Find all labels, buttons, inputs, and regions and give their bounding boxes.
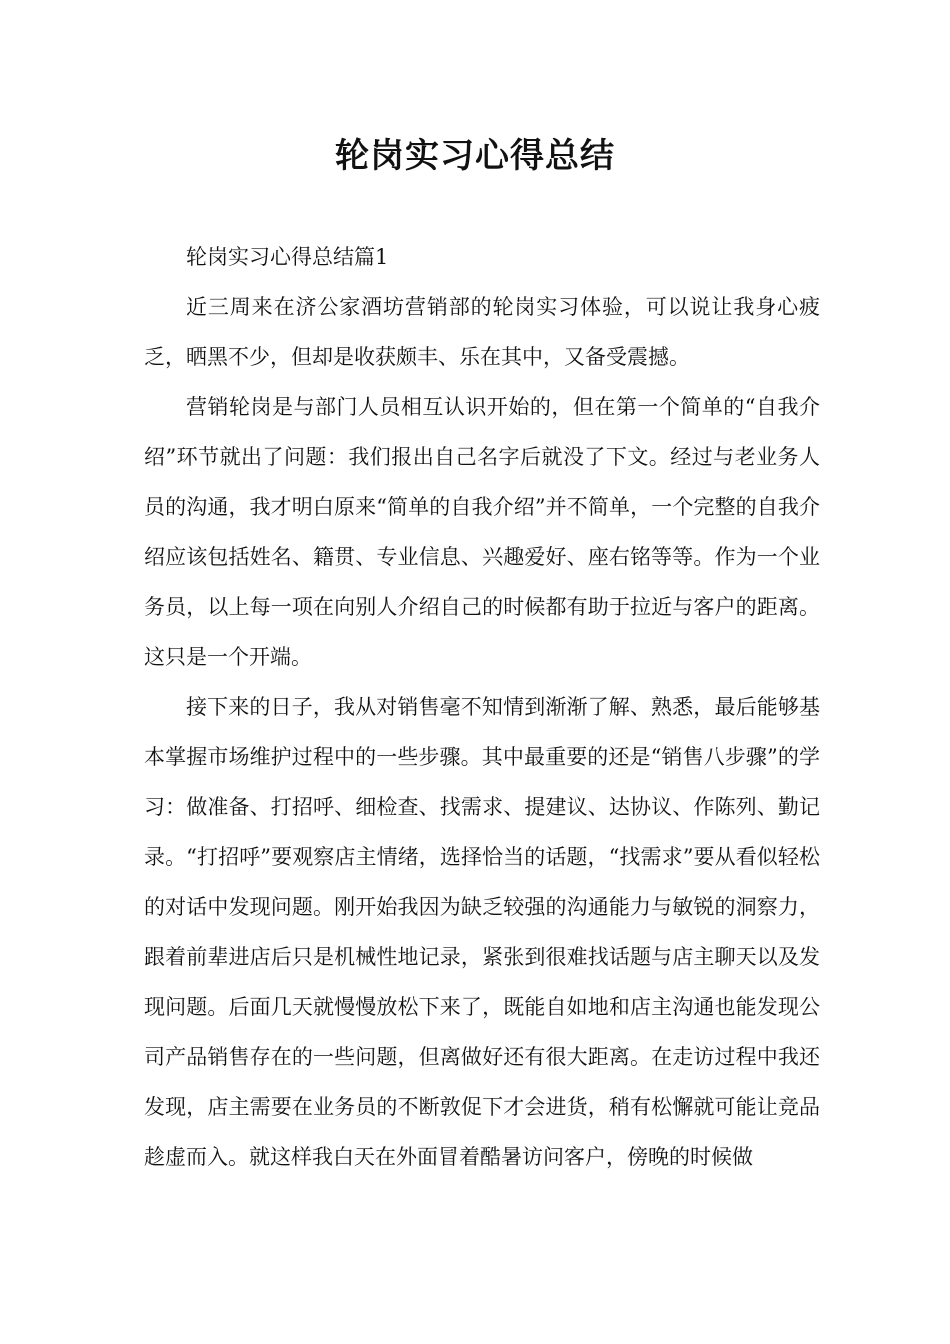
paragraph-1: 近三周来在济公家酒坊营销部的轮岗实习体验，可以说让我身心疲乏，晒黑不少，但却是收获颇丰、乐在其中，又备受震撼。 xyxy=(144,295,820,369)
document-title: 轮岗实习心得总结 xyxy=(335,136,615,176)
paragraph-2: 营销轮岗是与部门人员相互认识开始的，但在第一个简单的“自我介绍”环节就出了问题：我们报出自己名字后就没了下文。经过与老业务人员的沟通，我才明白原来“简单的自我介绍”并不简单，一个完整的自我介绍应该包括姓名、籍贯、专业信息、兴趣爱好、座右铭等等。作为一个业务员，以上每一项在向别人介绍自己的时候都有助于拉近与客户的距离。这只是一个开端。 xyxy=(144,395,820,669)
document-body xyxy=(144,232,820,1182)
section-subtitle: 轮岗实习心得总结篇1 xyxy=(186,245,389,269)
paragraph-3: 接下来的日子，我从对销售毫不知情到渐渐了解、熟悉，最后能够基本掌握市场维护过程中的一些步骤。其中最重要的还是“销售八步骤”的学习：做准备、打招呼、细检查、找需求、提建议、达协议、作陈列、勤记录。“打招呼”要观察店主情绪，选择恰当的话题，“找需求”要从看似轻松的对话中发现问题。刚开始我因为缺乏较强的沟通能力与敏锐的洞察力，跟着前辈进店后只是机械性地记录，紧张到很难找话题与店主聊天以及发现问题。后面几天就慢慢放松下来了，既能自如地和店主沟通也能发现公司产品销售存在的一些问题，但离做好还有很大距离。在走访过程中我还发现，店主需要在业务员的不断敦促下才会进货，稍有松懈就可能让竞品趁虚而入。就这样我白天在外面冒着酷暑访问客户，傍晚的时候做 xyxy=(144,695,820,1169)
